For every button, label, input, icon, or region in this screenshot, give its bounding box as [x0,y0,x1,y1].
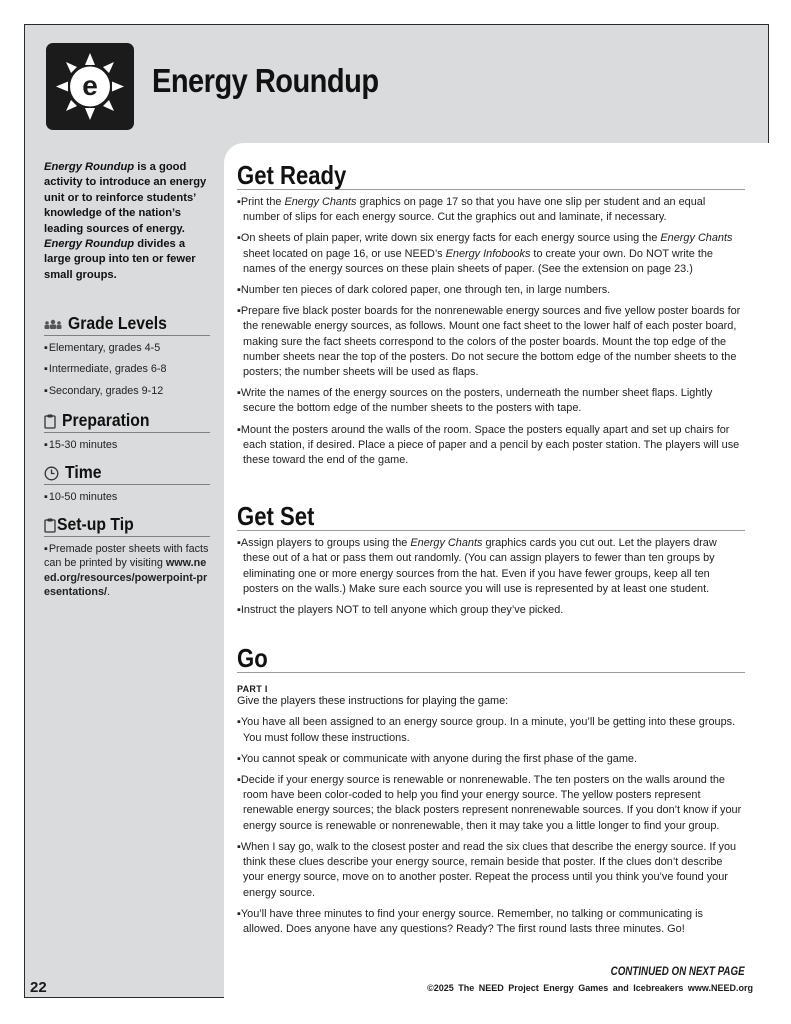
text-emphasis: Energy Chants [284,196,357,208]
text-emphasis: Energy Infobooks [445,247,531,260]
list-item: ▪ Intermediate, grades 6-8 [44,362,210,377]
main-content [237,160,745,943]
text-segment: graphics cards you cut out. Let the players draw these out of a hat or pass them out randomly. (You can assign players to fewer than ten groups by eliminating one or more energy sources from the hat. Even if you have fewer groups, keep all ten posters on the walls.) Make sure each source you will use is represented by at least one student. [243,537,717,595]
list-item: ▪ When I say go, walk to the closest poster and read the six clues that describe the energy source. If you think these clues describe your energy source, remain beside that poster. If the clues don’t describe your energy source, move on to another poster. Repeat the process until you think you’ve found your energy source. [237,840,745,901]
intro-emphasis: Energy Roundup [44,238,135,251]
go-list [237,715,745,937]
list-item: ▪ You cannot speak or communicate with anyone during the first phase of the game. [237,752,745,767]
intro-segment: divides a large group into ten or fewer small groups. [44,238,196,281]
get-ready-title: Get Ready [237,160,347,190]
setup-tip-heading [44,514,210,537]
go-heading [237,643,745,673]
list-item: ▪ You have all been assigned to an energy source group. In a minute, you’ll be getting into these groups. You must follow these instructions. [237,715,745,745]
list-item: ▪ You’ll have three minutes to find your energy source. Remember, no talking or communicating is allowed. Does anyone have any questions? Ready? The first round lasts three minutes. Go! [237,907,745,937]
text-segment: graphics on page 17 so that you have one slip per student and an equal number of slips for each energy source. Cut the graphics out and laminate, if necessary. [243,196,706,224]
continued-notice: CONTINUED ON NEXT PAGE [611,966,745,978]
part-label: PART I [237,684,268,695]
list-item: ▪ 10-50 minutes [44,490,210,505]
clipboard-icon [44,518,56,533]
text-segment: On sheets of plain paper, write down six energy facts for each energy source using the [240,232,661,245]
setup-tip-list [44,542,210,600]
list-item: ▪ Prepare five black poster boards for the nonrenewable energy sources and five yellow poster boards for the renewable energy sources, as follows. Mount one fact sheet to the lower half of each poster board, making sure the fact sheets correspond to the colors of the poster boards. Mount the top edge of the number sheets near the top of the posters. Do not secure the bottom edge of the number sheets to the posters; the number sheets will be used as flaps. [237,304,745,380]
svg-text:e: e [82,70,98,101]
clock-icon [44,466,59,481]
get-set-title: Get Set [237,501,315,532]
get-set-heading [237,501,745,531]
time-list [44,490,210,505]
text-emphasis: Energy Chants [660,232,733,245]
group-icon [44,319,62,329]
page-title: Energy Roundup [152,62,379,99]
intro-emphasis: Energy Roundup [44,161,135,173]
part-intro: Give the players these instructions for playing the game: [237,695,509,708]
sun-icon [46,43,134,130]
time-heading [44,462,210,485]
list-item: ▪ Elementary, grades 4-5 [44,341,210,356]
text-segment: Print the [240,196,285,208]
list-item: ▪ 15-30 minutes [44,438,210,453]
get-ready-list [237,195,745,468]
sidebar [44,160,210,607]
energy-sun-logo [46,43,134,130]
footer-text: ©2025 The NEED Project Energy Games and Icebreakers www.NEED.org [427,983,753,993]
get-ready-heading [237,160,745,190]
time-title: Time [65,462,102,483]
list-item: ▪ Number ten pieces of dark colored paper, one through ten, in large numbers. [237,283,745,298]
grade-levels-heading [44,313,210,336]
list-item: ▪ Secondary, grades 9-12 [44,384,210,399]
preparation-title: Preparation [62,410,150,431]
list-item [44,542,210,600]
list-item: ▪ Write the names of the energy sources on the posters, underneath the number sheet flaps. Lightly secure the bottom edge of the number sheets to the posters with tape. [237,386,745,416]
list-item: ▪ Mount the posters around the walls of the room. Space the posters equally apart and set up chairs for each station, if desired. Place a piece of paper and a pencil by each poster station. The players will use these toward the end of the game. [237,423,745,469]
preparation-heading [44,410,210,433]
get-set-list [237,536,745,618]
list-item [237,536,745,597]
tip-suffix: . [107,586,110,599]
setup-tip-title: Set-up Tip [57,514,134,535]
text-segment: sheet located on page 16, or use NEED’s [243,247,446,260]
resource-link[interactable]: www.need.org/resources/powerpoint-presentations/ [44,557,208,599]
grade-levels-list [44,341,210,399]
tip-text: Premade poster sheets with facts can be printed by visiting [44,542,209,570]
list-item [237,195,745,225]
text-emphasis: Energy Chants [410,537,483,550]
text-segment: to create your own. Do NOT write the names of the energy sources on these plain sheets of paper. (See the extension on page 23.) [243,247,713,275]
clipboard-icon [44,414,56,429]
text-segment: Assign players to groups using the [240,537,411,550]
preparation-list [44,438,210,453]
grade-levels-title: Grade Levels [68,313,167,334]
list-item [237,231,745,277]
list-item: ▪ Instruct the players NOT to tell anyone which group they’ve picked. [237,603,745,618]
intro-text [44,160,210,283]
intro-segment: is a good activity to introduce an energy unit or to reinforce students’ knowledge of the nation’s leading sources of energy. [44,161,207,235]
page-number: 22 [30,979,47,996]
go-title: Go [237,643,268,674]
list-item: ▪ Decide if your energy source is renewable or nonrenewable. The ten posters on the walls around the room have been color-coded to help you find your energy source. The yellow posters represent renewable energy sources; the black posters represent nonrenewable sources. If you don’t know if your energy source is renewable or nonrenewable, then it may take you a little longer to find your group. [237,773,745,834]
